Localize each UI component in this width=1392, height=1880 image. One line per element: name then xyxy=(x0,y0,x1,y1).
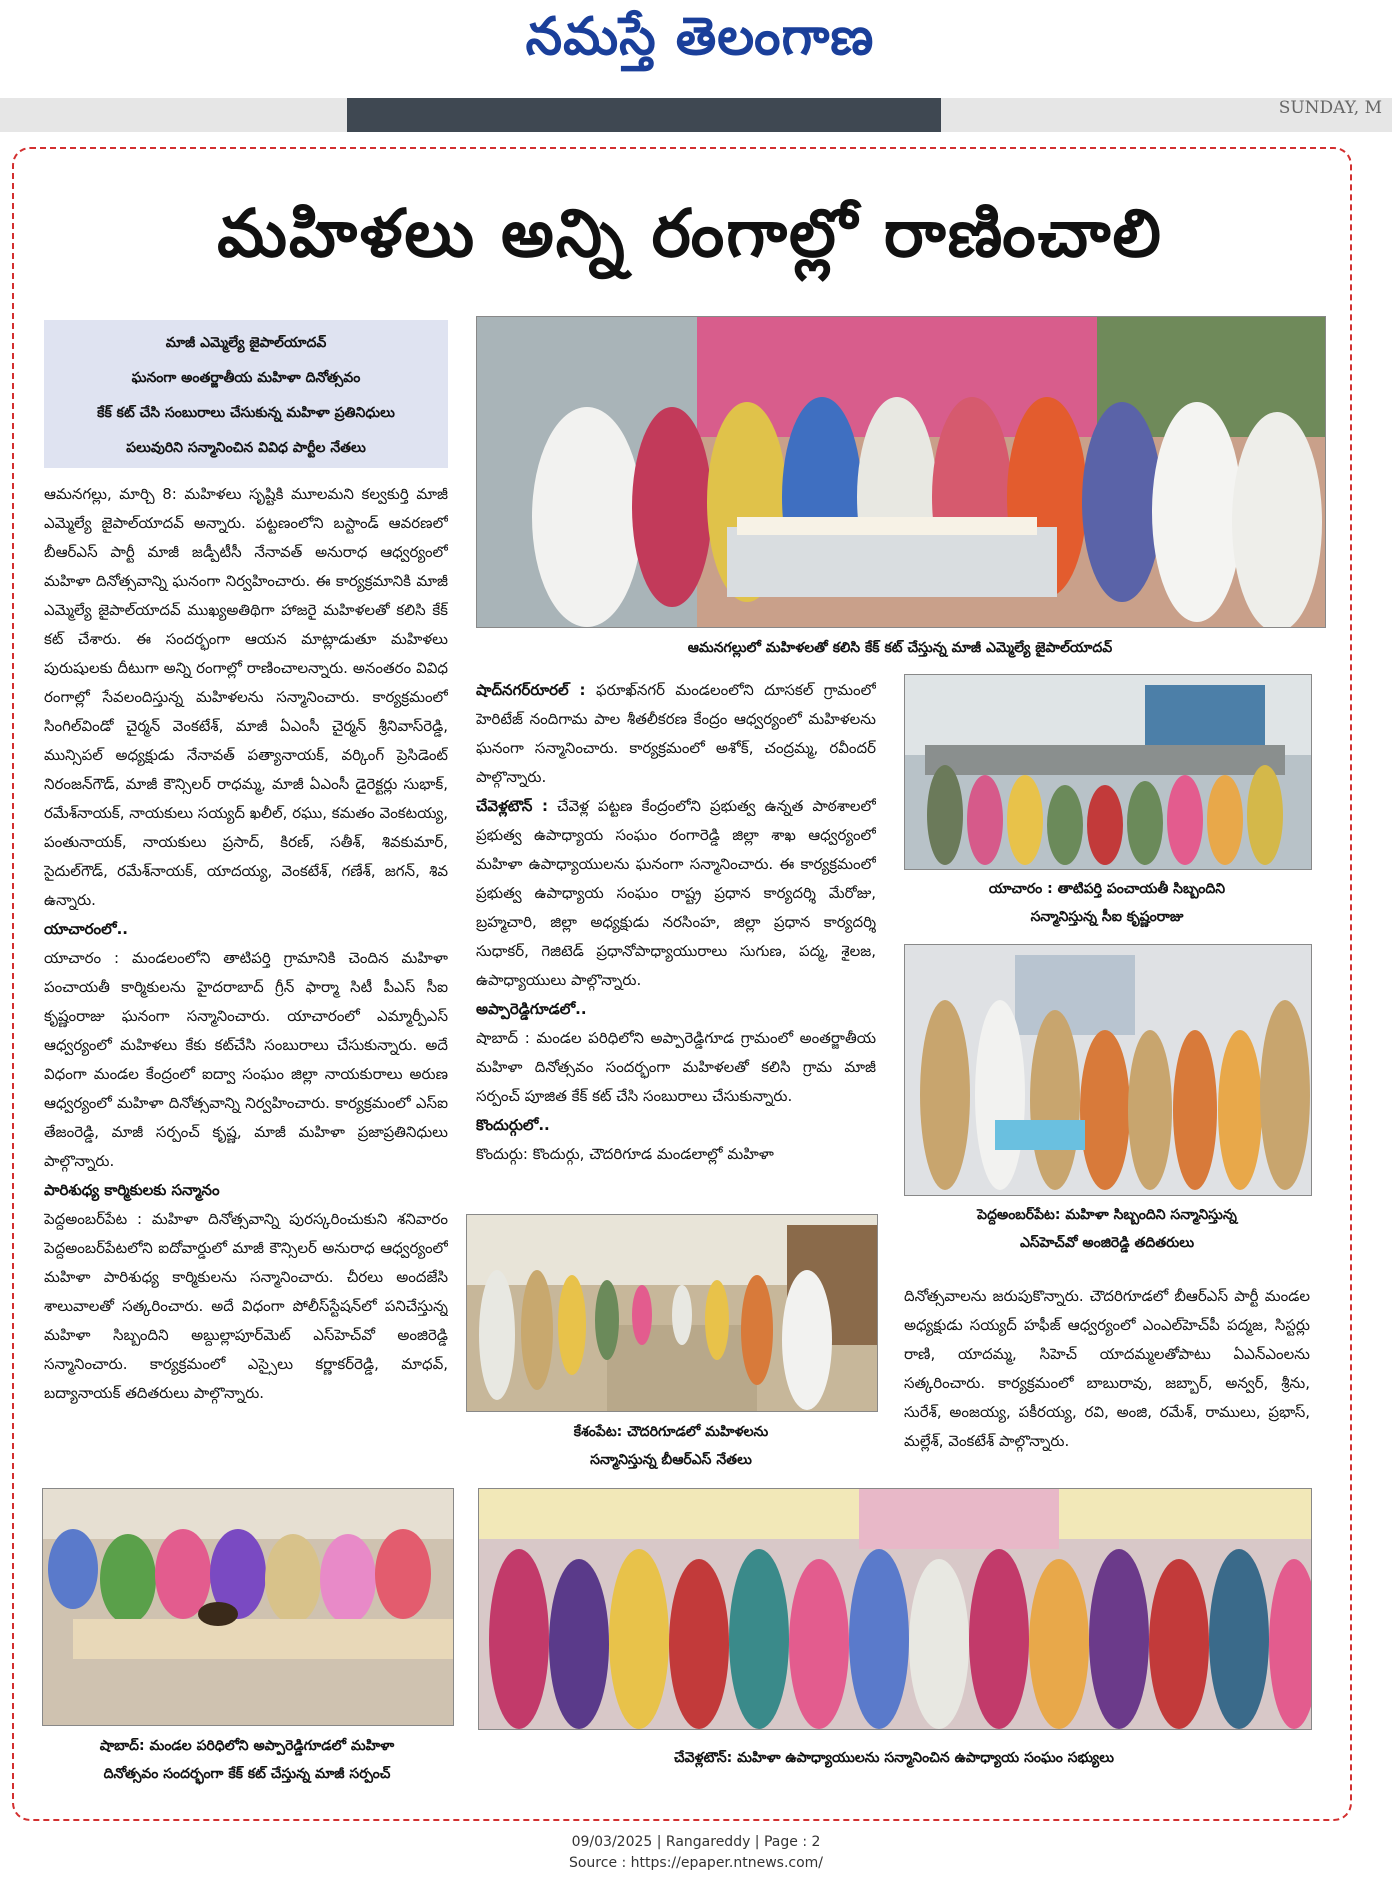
chevella-photo-image xyxy=(479,1489,1311,1729)
caption-line: షాబాద్: మండల పరిధిలోని అప్పారెడ్డిగూడలో మహిళా xyxy=(99,1738,395,1754)
caption-line: కేశంపేట: చౌదరిగూడలో మహిళలను xyxy=(573,1424,769,1440)
summary-line: మాజీ ఎమ్మెల్యే జైపాల్‌యాదవ్ xyxy=(165,335,327,351)
caption-shabad xyxy=(42,1732,452,1788)
subhead-yacharam: యాచారంలో.. xyxy=(44,920,128,938)
main-photo-image xyxy=(477,317,1325,627)
summary-line: పలువురిని సన్మానించిన వివిధ పార్టీల నేతలు xyxy=(126,440,366,456)
caption-line: పెద్దఅంబర్‌పేట: మహిళా సిబ్బందిని సన్మానిస్తున్న xyxy=(977,1207,1237,1223)
yacharam-photo-image xyxy=(905,675,1311,869)
paragraph-kondurgu: కొందుర్గు: కొందుర్గు, చౌదరిగూడ మండలాల్లో మహిళా xyxy=(476,1145,774,1163)
paragraph-chowdariguda: దినోత్సవాలను జరుపుకొన్నారు. చౌదరిగూడలో బీఆర్‌ఎస్ పార్టీ మండల అధ్యక్షుడు సయ్యద్ హఫీజ్ ఆధ్వర్యంలో ఎంఎల్‌హెచ్‌పీ పద్మజ, సిస్టర్లు రాణి, యాదమ్మ, సిహెచ్ యాదమ్మలతోపాటు ఏఎన్‌ఎంలను సత్కరించారు. కార్యక్రమంలో బాబురావు, జబ్బార్, అన్వర్, శ్రీను, సురేశ్, అంజయ్య, పకీరయ్య, రవి, అంజి, రమేశ్, రాములు, ప్రభాస్, మల్లేశ్, వెంకటేశ్ పాల్గొన్నారు. xyxy=(904,1287,1310,1450)
paragraph-yacharam: యాచారం : మండలంలోని తాటిపర్తి గ్రామానికి చెందిన మహిళా పంచాయతీ కార్మికులను హైదరాబాద్ గ్రీన్ ఫార్మా సిటీ పీఎస్ సీఐ కృష్ణంరాజు ఘనంగా సన్మానించారు. యాచారంలో ఎమ్మార్పీఎస్ ఆధ్వర్యంలో మహిళలు కేకు కట్‌చేసి సంబురాలు చేసుకున్నారు. అదే విధంగా మండల కేంద్రంలో ఐద్వా సంఘం జిల్లా నాయకురాలు అరుణ ఆధ్వర్యంలో మహిళా దినోత్సవాన్ని నిర్వహించారు. కార్యక్రమంలో ఎస్‌ఐ తేజంరెడ్డి, మాజీ సర్పంచ్ కృష్ణ, మాజీ మహిళా ప్రజాప్రతినిధులు పాల్గొన్నారు. xyxy=(44,949,448,1170)
caption-line: దినోత్సవం సందర్భంగా కేక్ కట్ చేస్తున్న మాజీ సర్పంచ్ xyxy=(103,1766,391,1782)
footer-source: Source : https://epaper.ntnews.com/ xyxy=(568,1855,824,1871)
paragraph-shadnagar: ఫరూఖ్‌నగర్ మండలంలోని దూసకల్ గ్రామంలో హెరిటేజ్ నందిగామ పాల శీతలీకరణ కేంద్రం ఆధ్వర్యంలో మహిళలను ఘనంగా సన్మానించారు. కార్యక్రమంలో అశోక్, చంద్రమ్మ, రవీందర్ పాల్గొన్నారు. xyxy=(476,681,876,786)
masthead xyxy=(0,0,1392,100)
summary-line: కేక్ కట్ చేసి సంబురాలు చేసుకున్న మహిళా ప్రతినిధులు xyxy=(97,405,395,421)
subhead-shadnagar: షాద్‌నగర్‌రూరల్ : xyxy=(476,681,586,699)
footer-edition: 09/03/2025 | Rangareddy | Page : 2 xyxy=(571,1834,821,1850)
caption-yacharam xyxy=(904,875,1310,931)
column-3-text xyxy=(904,1282,1310,1472)
caption-chevella: చేవెళ్లటౌన్: మహిళా ఉపాధ్యాయులను సన్మానించిన ఉపాధ్యాయ సంఘం సభ్యులు xyxy=(674,1750,1114,1766)
keshampet-photo-image xyxy=(467,1215,877,1411)
paragraph-sanitation: పెద్దఅంబర్‌పేట : మహిళా దినోత్సవాన్ని పురస్కరించుకుని శనివారం పెద్దఅంబర్‌పేటలోని ఐదోవార్డులో మాజీ కౌన్సిలర్ అనురాధ ఆధ్వర్యంలో మహిళా పారిశుధ్య కార్మికులను సన్మానించారు. చీరలు అందజేసి శాలువాలతో సత్కరించారు. అదే విధంగా పోలీస్‌స్టేషన్‌లో పనిచేస్తున్న మహిళా సిబ్బందిని అబ్దుల్లాపూర్‌మెట్ ఎస్‌హెచ్‌వో అంజిరెడ్డి సన్మానించారు. కార్యక్రమంలో ఎస్సైలు కర్ణాకర్‌రెడ్డి, మాధవ్, బద్యానాయక్ తదితరులు పాల్గొన్నారు. xyxy=(44,1210,448,1402)
caption-line: ఎస్‌హెచ్‌వో అంజిరెడ్డి తదితరులు xyxy=(1019,1235,1195,1251)
caption-police xyxy=(904,1201,1310,1257)
column-2-text xyxy=(476,676,876,1216)
yacharam-photo xyxy=(904,674,1312,870)
dateline: SUNDAY, M xyxy=(1278,98,1382,118)
keshampet-photo xyxy=(466,1214,878,1412)
newspaper-logo: నమస్తే తెలంగాణ xyxy=(525,6,875,67)
main-photo-cake-cutting xyxy=(476,316,1326,628)
subhead-apparedddiguda: అప్పారెడ్డిగూడలో.. xyxy=(476,1000,587,1018)
article-headline: మహిళలు అన్ని రంగాల్లో రాణించాలి xyxy=(217,195,1163,272)
police-photo xyxy=(904,944,1312,1196)
column-1-text xyxy=(44,480,448,1480)
header-dark-bar xyxy=(347,98,941,132)
police-photo-image xyxy=(905,945,1311,1195)
caption-line: సన్మానిస్తున్న సీఐ కృష్ణంరాజు xyxy=(1030,909,1184,925)
caption-line: సన్మానిస్తున్న బీఆర్‌ఎస్ నేతలు xyxy=(590,1452,752,1468)
paragraph-apparedddiguda: షాబాద్ : మండల పరిధిలోని అప్పారెడ్డిగూడ గ్రామంలో అంతర్జాతీయ మహిళా దినోత్సవం సందర్భంగా మహిళలతో కలిసి గ్రామ మాజీ సర్పంచ్ పూజిత కేక్ కట్ చేసి సంబురాలు చేసుకున్నారు. xyxy=(476,1029,876,1105)
summary-line: ఘనంగా అంతర్జాతీయ మహిళా దినోత్సవం xyxy=(131,370,361,386)
summary-box xyxy=(44,320,448,468)
subhead-chevella: చేవెళ్లటౌన్ : xyxy=(476,797,548,815)
caption-keshampet xyxy=(466,1418,876,1474)
chevella-teachers-photo xyxy=(478,1488,1312,1730)
subhead-kondurgu: కొందుర్గులో.. xyxy=(476,1116,550,1134)
caption-line: యాచారం : తాటిపర్తి పంచాయతీ సిబ్బందిని xyxy=(988,881,1226,897)
shabad-photo-image xyxy=(43,1489,453,1725)
lead-paragraph: ఆమనగల్లు, మార్చి 8: మహిళలు సృష్టికి మూలమని కల్వకుర్తి మాజీ ఎమ్మెల్యే జైపాల్‌యాదవ్ అన్నారు. పట్టణంలోని బస్టాండ్ ఆవరణలో బీఆర్‌ఎస్ పార్టీ మాజీ జడ్పీటీసీ నేనావత్ అనురాధ ఆధ్వర్యంలో మహిళా దినోత్సవాన్ని ఘనంగా నిర్వహించారు. ఈ కార్యక్రమానికి మాజీ ఎమ్మెల్యే జైపాల్‌యాదవ్ ముఖ్యఅతిథిగా హాజరై మహిళలతో కలిసి కేక్ కట్ చేశారు. ఈ సందర్భంగా ఆయన మాట్లాడుతూ మహిళలు పురుషులకు దీటుగా అన్ని రంగాల్లో రాణించాలన్నారు. అనంతరం వివిధ రంగాల్లో సేవలందిస్తున్న మహిళలను సన్మానించారు. కార్యక్రమంలో సింగిల్‌విండో చైర్మన్ వెంకటేశ్, మాజీ ఏఎంసీ చైర్మన్ శ్రీనివాస్‌రెడ్డి, మున్సిపల్ అధ్యక్షుడు నేనావత్ పత్యానాయక్, వర్కింగ్ ప్రెసిడెంట్ నిరంజన్‌గౌడ్, మాజీ కౌన్సిలర్ రాధమ్మ, మాజీ ఏఎంసీ డైరెక్టర్లు సుభాక్, రమేశ్‌నాయక్, నాయకులు సయ్యద్ ఖలీల్, రఘు, కమతం వెంకటయ్య, పంతునాయక్, నాయకులు ప్రసాద్, కిరణ్, సతీశ్, శివకుమార్, సైదుల్‌గౌడ్, రమేశ్‌నాయక్, యాదయ్య, వెంకటేశ్, గణేశ్, జగన్, శివ ఉన్నారు. xyxy=(44,485,448,909)
caption-main-photo: ఆమనగల్లులో మహిళలతో కలిసి కేక్ కట్ చేస్తున్న మాజీ ఎమ్మెల్యే జైపాల్‌యాదవ్ xyxy=(687,640,1113,656)
subhead-sanitation: పారిశుధ్య కార్మికులకు సన్మానం xyxy=(44,1181,220,1199)
paragraph-chevella: చేవెళ్ల పట్టణ కేంద్రంలోని ప్రభుత్వ ఉన్నత పాఠశాలలో ప్రభుత్వ ఉపాధ్యాయ సంఘం రంగారెడ్డి జిల్లా శాఖ ఆధ్వర్యంలో మహిళా ఉపాధ్యాయులను ఘనంగా సన్మానించారు. ఈ కార్యక్రమంలో ప్రభుత్వ ఉపాధ్యాయ సంఘం రాష్ట్ర ప్రధాన కార్యదర్శి మేరోజు, బ్రహ్మచారి, జిల్లా అధ్యక్షుడు నరసింహ, జిల్లా ప్రధాన కార్యదర్శి సుధాకర్, గెజిటెడ్ ప్రధానోపాధ్యాయురాలు సుగుణ, పద్మ, శైలజ, ఉపాధ్యాయులు పాల్గొన్నారు. xyxy=(476,797,876,989)
shabad-photo xyxy=(42,1488,454,1726)
